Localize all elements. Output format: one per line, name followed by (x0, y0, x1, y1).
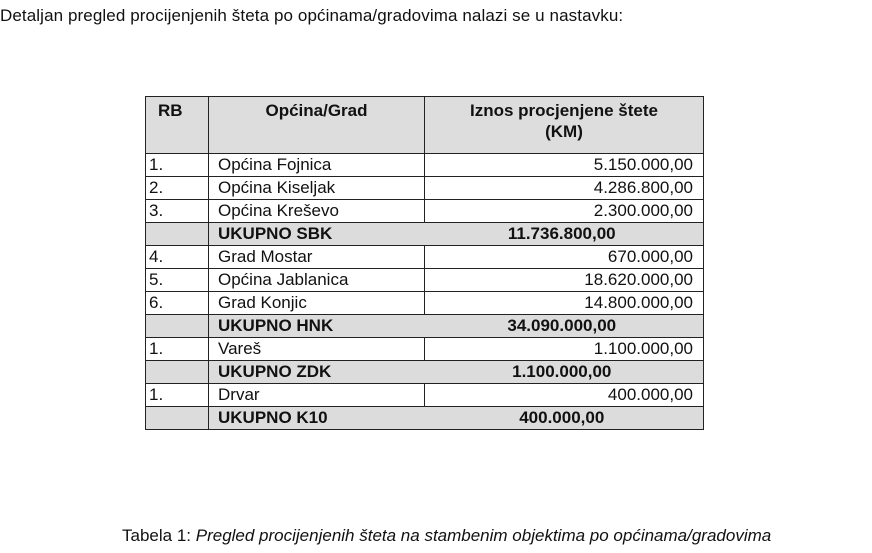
intro-paragraph: Detaljan pregled procijenjenih šteta po općinama/gradovima nalazi se u nastavku: (0, 6, 624, 25)
header-amount-line2: (KM) (545, 122, 583, 141)
table-row (146, 177, 704, 200)
table-header-row (146, 97, 704, 154)
municipality-name: Drvar (209, 384, 425, 407)
damage-amount: 400.000,00 (425, 384, 704, 407)
damage-amount: 18.620.000,00 (425, 269, 704, 292)
damage-table (145, 96, 704, 430)
header-amount (425, 97, 704, 154)
municipality-name: Općina Kreševo (209, 200, 425, 223)
row-number: 1. (146, 154, 209, 177)
table-caption (122, 526, 771, 546)
table-body (146, 154, 704, 430)
damage-amount: 14.800.000,00 (425, 292, 704, 315)
damage-table-container (145, 96, 704, 430)
row-number: 4. (146, 246, 209, 269)
damage-amount: 5.150.000,00 (425, 154, 704, 177)
row-number: 1. (146, 338, 209, 361)
table-row (146, 200, 704, 223)
total-label: UKUPNO SBK (209, 223, 425, 246)
total-rb-cell (146, 407, 209, 430)
total-amount: 400.000,00 (425, 407, 704, 430)
total-rb-cell (146, 361, 209, 384)
table-row (146, 154, 704, 177)
total-label: UKUPNO K10 (209, 407, 425, 430)
damage-amount: 1.100.000,00 (425, 338, 704, 361)
row-number: 3. (146, 200, 209, 223)
municipality-name: Grad Konjic (209, 292, 425, 315)
total-row (146, 315, 704, 338)
total-row (146, 407, 704, 430)
table-row (146, 338, 704, 361)
municipality-name: Općina Kiseljak (209, 177, 425, 200)
municipality-name: Grad Mostar (209, 246, 425, 269)
damage-amount: 670.000,00 (425, 246, 704, 269)
total-amount: 34.090.000,00 (425, 315, 704, 338)
total-label: UKUPNO ZDK (209, 361, 425, 384)
total-amount: 1.100.000,00 (425, 361, 704, 384)
row-number: 5. (146, 269, 209, 292)
total-row (146, 223, 704, 246)
row-number: 1. (146, 384, 209, 407)
row-number: 6. (146, 292, 209, 315)
table-row (146, 292, 704, 315)
header-rb: RB (146, 97, 209, 154)
municipality-name: Općina Fojnica (209, 154, 425, 177)
total-row (146, 361, 704, 384)
table-row (146, 246, 704, 269)
header-municipality: Općina/Grad (209, 97, 425, 154)
damage-amount: 2.300.000,00 (425, 200, 704, 223)
header-amount-line1: Iznos procjenjene štete (470, 101, 658, 120)
row-number: 2. (146, 177, 209, 200)
municipality-name: Vareš (209, 338, 425, 361)
table-row (146, 269, 704, 292)
caption-label: Tabela 1: (122, 526, 196, 545)
municipality-name: Općina Jablanica (209, 269, 425, 292)
damage-amount: 4.286.800,00 (425, 177, 704, 200)
total-rb-cell (146, 315, 209, 338)
total-amount: 11.736.800,00 (425, 223, 704, 246)
caption-text: Pregled procijenjenih šteta na stambenim objektima po općinama/gradovima (195, 526, 772, 545)
table-row (146, 384, 704, 407)
total-label: UKUPNO HNK (209, 315, 425, 338)
total-rb-cell (146, 223, 209, 246)
